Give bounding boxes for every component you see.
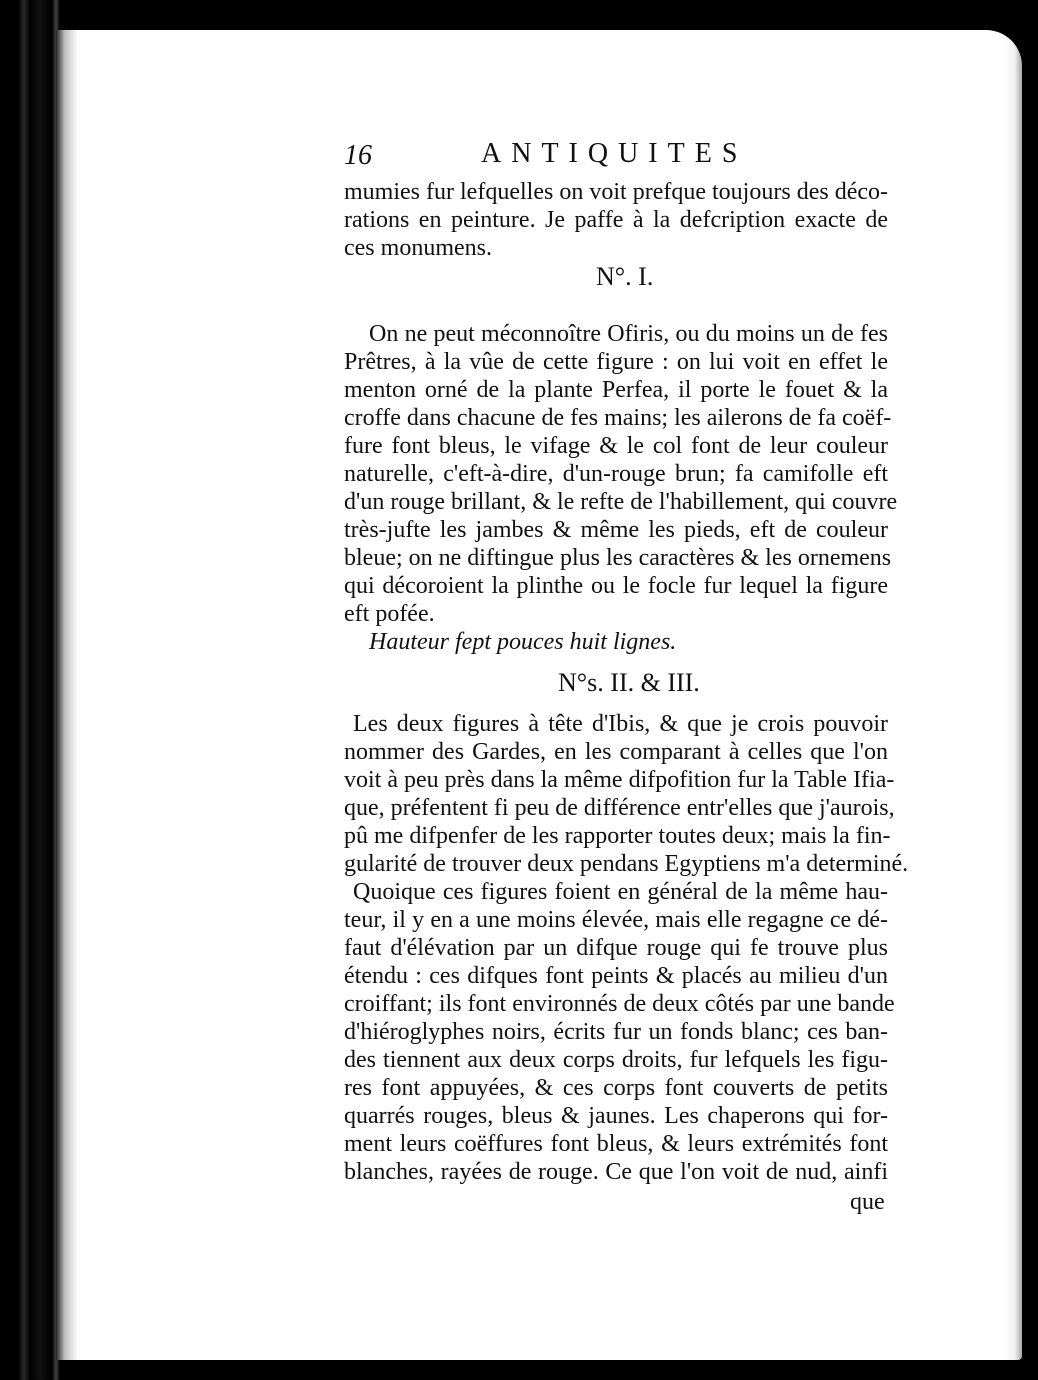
section1-line: bleue; on ne diftingue plus les caractères & les ornemens xyxy=(344,545,892,571)
running-title: ANTIQUITES xyxy=(481,138,748,169)
section1-line: qui décoroient la plinthe ou le focle fur lequel la figure xyxy=(344,573,888,599)
section2-line: quarrés rouges, bleus & jaunes. Les chaperons qui for- xyxy=(344,1103,888,1129)
section2-line: d'hiéroglyphes noirs, écrits fur un fonds blanc; ces ban- xyxy=(344,1019,888,1045)
page-text xyxy=(56,30,1022,1360)
section2-line: Quoique ces figures foient en général de la même hau- xyxy=(353,879,888,905)
intro-line: rations en peinture. Je paffe à la defcription exacte de xyxy=(344,207,888,233)
page-number: 16 xyxy=(344,140,372,171)
section2-line: teur, il y en a une moins élevée, mais elle regagne ce dé- xyxy=(344,907,888,933)
section1-line: Prêtres, à la vûe de cette figure : on lui voit en effet le xyxy=(344,349,888,375)
dimension-note: Hauteur fept pouces huit lignes. xyxy=(369,629,677,655)
section2-line: pû me difpenfer de les rapporter toutes deux; mais la fin- xyxy=(344,823,891,849)
section2-line: que, préfentent fi peu de différence entr'elles que j'aurois, xyxy=(344,795,895,821)
section1-line: très-jufte les jambes & même les pieds, eft de couleur xyxy=(344,517,888,543)
section1-line: menton orné de la plante Perfea, il porte le fouet & la xyxy=(344,377,888,403)
section2-line: ment leurs coëffures font bleus, & leurs extrémités font xyxy=(344,1131,888,1157)
section2-line: Les deux figures à tête d'Ibis, & que je crois pouvoir xyxy=(353,711,888,737)
section2-line: res font appuyées, & ces corps font couverts de petits xyxy=(344,1075,888,1101)
section2-line: des tiennent aux deux corps droits, fur lefquels les figu- xyxy=(344,1047,888,1073)
intro-line: ces monumens. xyxy=(344,235,492,261)
section2-line: blanches, rayées de rouge. Ce que l'on voit de nud, ainfi xyxy=(344,1159,888,1185)
catchword: que xyxy=(850,1189,885,1215)
section2-line: faut d'élévation par un difque rouge qui fe trouve plus xyxy=(344,935,888,961)
section1-line: croffe dans chacune de fes mains; les ailerons de fa coëf- xyxy=(344,405,892,431)
section1-line: On ne peut méconnoître Ofiris, ou du moins un de fes xyxy=(369,321,888,347)
section2-line: gularité de trouver deux pendans Egyptiens m'a determiné. xyxy=(344,851,909,877)
book-page xyxy=(56,30,1022,1360)
section2-line: croiffant; ils font environnés de deux côtés par une bande xyxy=(344,991,895,1017)
section1-line: fure font bleus, le vifage & le col font de leur couleur xyxy=(344,433,888,459)
section1-line: naturelle, c'eft-à-dire, d'un-rouge brun; fa camifolle eft xyxy=(344,461,888,487)
section-heading-2: N°s. II. & III. xyxy=(558,668,700,697)
section2-line: nommer des Gardes, en les comparant à celles que l'on xyxy=(344,739,888,765)
section-heading-1: N°. I. xyxy=(596,262,654,291)
scan-border-left xyxy=(0,0,60,1380)
section1-line: eft pofée. xyxy=(344,601,435,627)
section1-line: d'un rouge brillant, & le refte de l'habillement, qui couvre xyxy=(344,489,898,515)
intro-line: mumies fur lefquelles on voit prefque toujours des déco- xyxy=(344,179,888,205)
section2-line: voit à peu près dans la même difpofition fur la Table Ifia- xyxy=(344,767,895,793)
section2-line: étendu : ces difques font peints & placés au milieu d'un xyxy=(344,963,888,989)
